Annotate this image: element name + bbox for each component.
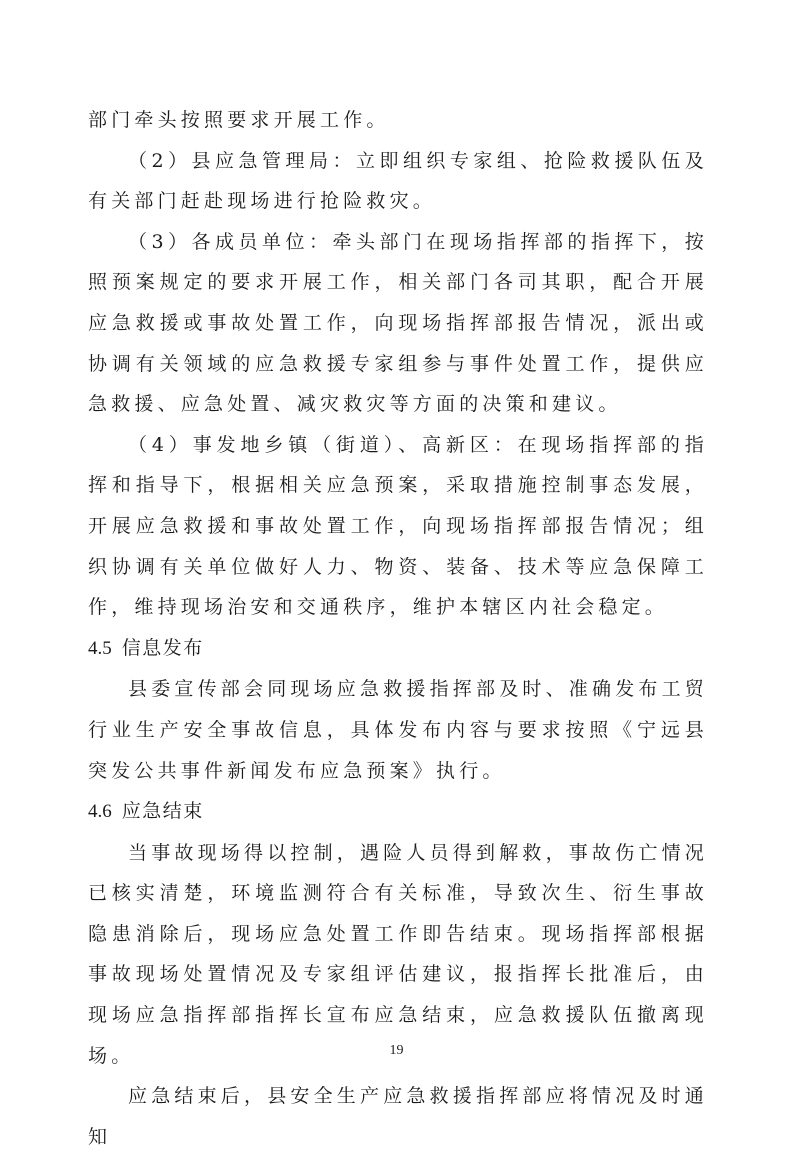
- document-body: [88, 100, 708, 1157]
- section-number: 4.5: [88, 637, 112, 659]
- paragraph-emergency-end: 当事故现场得以控制，遇险人员得到解救，事故伤亡情况已核实清楚，环境监测符合有关标准，导致次生、衍生事故隐患消除后，现场应急处置工作即告结束。现场指挥部根据事故现场处置情况及专家组评估建议，报指挥长批准后，由现场应急指挥部指挥长宣布应急结束，应急救援队伍撤离现场。: [88, 841, 709, 1067]
- paragraph-item-2: （2）县应急管理局：立即组织专家组、抢险救援队伍及有关部门赶赴现场进行抢险救灾。: [88, 149, 708, 213]
- section-number: 4.6: [88, 801, 112, 823]
- paragraph-after-end: 应急结束后，县安全生产应急救援指挥部应将情况及时通知: [88, 1085, 709, 1148]
- paragraph-continuation: 部门牵头按照要求开展工作。: [88, 109, 390, 131]
- paragraph-info-release: 县委宣传部会同现场应急救援指挥部及时、准确发布工贸行业生产安全事故信息，具体发布内容与要求按照《宁远县突发公共事件新闻发布应急预案》执行。: [88, 678, 709, 782]
- section-title: 信息发布: [121, 636, 204, 659]
- section-heading-4-5: [88, 628, 708, 670]
- paragraph-item-4: （4）事发地乡镇（街道）、高新区：在现场指挥部的指挥和指导下，根据相关应急预案，采取措施控制事态发展，开展应急救援和事故处置工作，向现场指挥部报告情况；组织协调有关单位做好人力、物资、装备、技术等应急保障工作，维持现场治安和交通秩序，维护本辖区内社会稳定。: [88, 433, 708, 619]
- section-title: 应急结束: [121, 800, 204, 823]
- section-heading-4-6: [88, 791, 708, 833]
- paragraph-item-3: （3）各成员单位：牵头部门在现场指挥部的指挥下，按照预案规定的要求开展工作，相关部门各司其职，配合开展应急救援或事故处置工作，向现场指挥部报告情况，派出或协调有关领域的应急救援专家组参与事件处置工作，提供应急救援、应急处置、减灾救灾等方面的决策和建议。: [88, 230, 708, 416]
- page-number: 19: [389, 1043, 404, 1058]
